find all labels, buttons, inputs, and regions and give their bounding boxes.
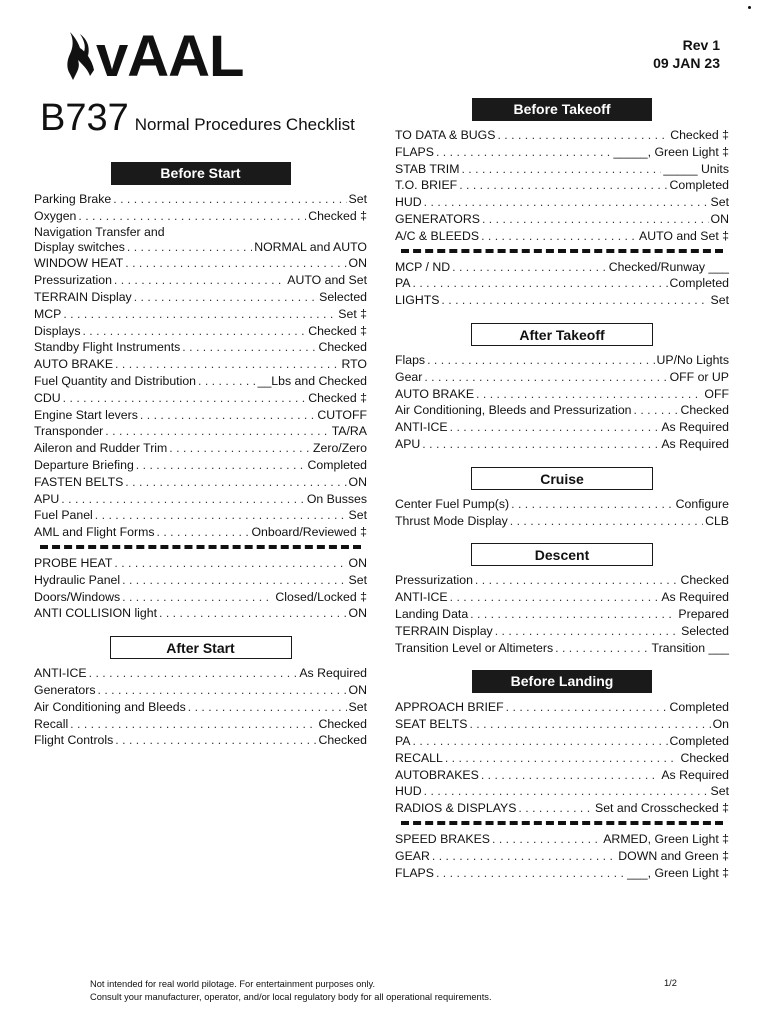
checklist-item-value: Set ‡ — [338, 306, 367, 321]
checklist-item-value: Completed — [669, 700, 729, 715]
dashed-divider — [401, 249, 723, 253]
checklist-item — [395, 194, 729, 211]
checklist-item-value: Checked ‡ — [670, 128, 729, 142]
checklist-item-value: Onboard/Reviewed ‡ — [251, 525, 367, 540]
checklist-item-label: TERRAIN Display — [34, 289, 132, 304]
dot-leader — [63, 306, 336, 323]
dot-leader — [413, 275, 668, 292]
checklist-item — [34, 339, 367, 356]
checklist-item-label: RADIOS & DISPLAYS — [395, 801, 517, 816]
checklist-item-value: Set — [710, 195, 729, 210]
eagle-logo-icon — [64, 30, 98, 82]
dot-leader — [61, 491, 305, 508]
checklist-item-value: Set and Crosschecked ‡ — [595, 801, 729, 816]
checklist-item-value: As Required — [299, 666, 367, 681]
section-after-start — [34, 636, 367, 749]
checklist-item-label: ANTI COLLISION light — [34, 606, 158, 621]
checklist-item — [395, 831, 729, 848]
dot-leader — [125, 474, 346, 491]
checklist-item — [34, 555, 367, 572]
dot-leader — [469, 716, 710, 733]
checklist-item — [34, 716, 367, 733]
checklist-item — [395, 496, 729, 513]
section-header: Before Start — [111, 162, 291, 185]
revision-date: 09 JAN 23 — [653, 55, 720, 71]
dot-leader — [555, 640, 649, 657]
checklist-item — [34, 524, 367, 541]
checklist-item-label: Standby Flight Instruments — [34, 340, 181, 355]
dot-leader — [470, 606, 676, 623]
section-header: Before Landing — [472, 670, 652, 693]
checklist-item-label: AUTOBRAKES — [395, 767, 479, 782]
section-header: After Takeoff — [471, 323, 653, 346]
dot-leader — [413, 733, 668, 750]
checklist-item-label: Landing Data — [395, 606, 469, 621]
checklist-item — [34, 732, 367, 749]
checklist-item-value: ARMED, Green Light ‡ — [603, 831, 729, 846]
checklist-item — [395, 733, 729, 750]
checklist-item-label: FASTEN BELTS — [34, 474, 124, 489]
checklist-item-value: As Required — [661, 436, 729, 451]
logo-text: vAAL — [96, 24, 244, 89]
checklist-item-value: ON — [348, 474, 367, 489]
checklist-item-label: CDU — [34, 390, 61, 405]
checklist-item-value: Checked/Runway ___ — [608, 259, 729, 274]
checklist-item — [395, 275, 729, 292]
checklist-item-value: Set — [348, 508, 367, 523]
checklist-item-label: WINDOW HEAT — [34, 256, 124, 271]
checklist-item — [395, 144, 729, 161]
checklist-item-label: Fuel Quantity and Distribution — [34, 373, 196, 388]
checklist-item — [34, 289, 367, 306]
checklist-item-label: RECALL — [395, 750, 443, 765]
dot-leader — [452, 259, 607, 276]
dot-leader — [450, 589, 660, 606]
dot-leader — [459, 177, 667, 194]
checklist-item — [34, 272, 367, 289]
checklist-item-value: Closed/Locked ‡ — [275, 589, 367, 604]
dot-leader — [89, 665, 298, 682]
dashed-divider — [401, 821, 723, 825]
checklist-item-label: Departure Briefing — [34, 457, 134, 472]
checklist-item-label: AUTO BRAKE — [395, 386, 475, 401]
section-header: Before Takeoff — [472, 98, 652, 121]
checklist-item-value: TA/RA — [331, 424, 367, 439]
dot-leader — [136, 457, 306, 474]
checklist-item — [395, 386, 729, 403]
checklist-item-value: AUTO and Set ‡ — [639, 228, 729, 243]
dot-leader — [436, 144, 611, 161]
checklist-item-label: Display switches — [34, 239, 125, 254]
section-header: Cruise — [471, 467, 653, 490]
checklist-item-value: UP/No Lights — [656, 352, 729, 367]
dot-leader — [169, 440, 311, 457]
section-after-takeoff — [395, 323, 729, 453]
checklist-item-value: ON — [710, 211, 729, 226]
checklist-item-label: FLAPS — [395, 865, 434, 880]
checklist-item-label: TERRAIN Display — [395, 623, 493, 638]
checklist-item-label: T.O. BRIEF — [395, 178, 458, 193]
checklist-item — [34, 682, 367, 699]
dot-leader — [497, 127, 668, 144]
checklist-item — [34, 373, 367, 390]
checklist-item-value: ON — [348, 606, 367, 621]
checklist-item-label: PA — [395, 733, 411, 748]
checklist-item-value: Prepared — [678, 606, 729, 621]
checklist-item-label: Engine Start levers — [34, 407, 138, 422]
checklist-item-value: Set — [710, 784, 729, 799]
dot-leader — [114, 272, 285, 289]
checklist-item-value: Selected — [681, 623, 729, 638]
checklist-item-label: STAB TRIM — [395, 161, 460, 176]
dot-leader — [436, 865, 625, 882]
checklist-item-value: Transition ___ — [651, 640, 729, 655]
checklist-item — [34, 457, 367, 474]
checklist-item-label: Pressurization — [34, 273, 112, 288]
dot-leader — [134, 289, 317, 306]
section-header: After Start — [110, 636, 292, 659]
checklist-item-label: A/C & BLEEDS — [395, 228, 480, 243]
checklist-item-value: Checked — [318, 716, 367, 731]
dot-leader — [70, 716, 316, 733]
dot-leader — [481, 228, 637, 245]
checklist-item — [395, 640, 729, 657]
checklist-item-value: On Busses — [306, 491, 367, 506]
dot-leader — [182, 339, 316, 356]
checklist-item-value: Completed — [669, 178, 729, 193]
checklist-item — [34, 507, 367, 524]
dot-leader — [424, 194, 709, 211]
checklist-item-label: HUD — [395, 195, 422, 210]
dot-leader — [198, 373, 256, 390]
checklist-item — [34, 605, 367, 622]
checklist-item — [395, 436, 729, 453]
checklist-item — [395, 783, 729, 800]
checklist-item — [34, 208, 367, 225]
dot-leader — [482, 211, 709, 228]
logo — [64, 24, 244, 89]
checklist-item-value: _____ Units — [663, 161, 729, 176]
dot-leader — [510, 513, 703, 530]
checklist-item — [395, 699, 729, 716]
checklist-item — [34, 699, 367, 716]
dot-leader — [424, 783, 709, 800]
checklist-item — [34, 390, 367, 407]
checklist-item-label: Parking Brake — [34, 192, 112, 206]
checklist-item-label: Doors/Windows — [34, 589, 121, 604]
checklist-item — [395, 606, 729, 623]
checklist-item — [395, 419, 729, 436]
dot-leader — [422, 436, 659, 453]
checklist-item-value: NORMAL and AUTO — [254, 239, 367, 254]
checklist-item-label: Flight Controls — [34, 733, 114, 748]
checklist-item — [34, 356, 367, 373]
checklist-item-label: Gear — [395, 369, 423, 384]
checklist-item — [34, 323, 367, 340]
right-column — [395, 98, 729, 895]
section-cruise — [395, 467, 729, 530]
checklist-item-label: Generators — [34, 682, 96, 697]
checklist-item-label: Oxygen — [34, 208, 77, 223]
checklist-item-label: Center Fuel Pump(s) — [395, 496, 510, 511]
aircraft-model: B737 — [40, 97, 129, 139]
dot-leader — [445, 750, 679, 767]
checklist-item-label: Air Conditioning, Bleeds and Pressurization — [395, 403, 632, 418]
checklist-item — [34, 491, 367, 508]
checklist-item-value: On — [712, 717, 729, 732]
checklist-item-label: Navigation Transfer and — [34, 224, 165, 239]
checklist-item-value: __Lbs and Checked — [257, 373, 367, 388]
dot-leader — [475, 572, 679, 589]
checklist-item-value: RTO — [341, 357, 367, 372]
checklist-item — [34, 239, 367, 256]
dot-leader — [140, 407, 315, 424]
checklist-item-value: Checked — [680, 573, 729, 588]
checklist-item-label: Pressurization — [395, 573, 473, 588]
page-number: 1/2 — [664, 978, 677, 988]
dot-leader — [127, 239, 252, 256]
checklist-item — [34, 306, 367, 323]
checklist-item — [395, 161, 729, 178]
checklist-item — [395, 369, 729, 386]
dot-leader — [105, 423, 329, 440]
checklist-item-value: Set — [710, 293, 729, 308]
checklist-item — [395, 292, 729, 309]
checklist-item-value: Completed — [669, 733, 729, 748]
checklist-item-label: APPROACH BRIEF — [395, 700, 504, 715]
dot-leader — [461, 161, 661, 178]
left-column — [34, 162, 367, 763]
dot-leader — [634, 402, 679, 419]
checklist-item-value: Completed — [669, 276, 729, 291]
checklist-item — [395, 623, 729, 640]
checklist-item-value: Configure — [675, 496, 729, 511]
checklist-item-label: SEAT BELTS — [395, 717, 468, 732]
dot-leader — [157, 524, 250, 541]
checklist-item — [395, 848, 729, 865]
checklist-item — [34, 474, 367, 491]
revision-label: Rev 1 — [682, 37, 720, 53]
disclaimer-line-2: Consult your manufacturer, operator, and/or local regulatory body for all operational requirements. — [90, 992, 492, 1002]
checklist-item-label: PROBE HEAT — [34, 555, 113, 570]
dot-leader — [114, 555, 346, 572]
checklist-item — [395, 589, 729, 606]
disclaimer-line-1: Not intended for real world pilotage. For entertainment purposes only. — [90, 979, 376, 989]
checklist-item-label: HUD — [395, 784, 422, 799]
checklist-item-value: DOWN and Green ‡ — [618, 848, 729, 863]
dot-leader — [506, 699, 668, 716]
checklist-item-label: MCP / ND — [395, 259, 451, 274]
checklist-item — [34, 572, 367, 589]
dot-leader — [481, 767, 660, 784]
checklist-item-value: ON — [348, 256, 367, 271]
checklist-item-label: ANTI-ICE — [34, 666, 87, 681]
dot-leader — [450, 419, 660, 436]
checklist-item-label: APU — [34, 491, 60, 506]
checklist-item-label: ANTI-ICE — [395, 590, 448, 605]
checklist-item-label: Displays — [34, 323, 81, 338]
checklist-item-label: PA — [395, 276, 411, 291]
dot-leader — [113, 191, 346, 208]
checklist-item — [395, 800, 729, 817]
checklist-item — [395, 750, 729, 767]
checklist-item-label: Transponder — [34, 424, 104, 439]
checklist-item-label: FLAPS — [395, 144, 434, 159]
checklist-item — [395, 402, 729, 419]
disclaimer — [90, 978, 492, 1004]
corner-mark — [748, 6, 751, 9]
checklist-item — [395, 259, 729, 276]
dot-leader — [518, 800, 593, 817]
checklist-item — [34, 665, 367, 682]
checklist-item-label: Air Conditioning and Bleeds — [34, 699, 186, 714]
checklist-item-value: Checked ‡ — [308, 390, 367, 405]
checklist-item-value: CLB — [705, 513, 729, 528]
checklist-item-label: ANTI-ICE — [395, 420, 448, 435]
checklist-item-value: Checked ‡ — [308, 323, 367, 338]
page-title — [40, 98, 355, 138]
checklist-item-value: ON — [348, 555, 367, 570]
dot-leader — [424, 369, 667, 386]
checklist-item-value: As Required — [661, 767, 729, 782]
checklist-item-label: Transition Level or Altimeters — [395, 640, 554, 655]
dot-leader — [188, 699, 347, 716]
dot-leader — [78, 208, 306, 225]
checklist-item-label: AML and Flight Forms — [34, 525, 155, 540]
checklist-item — [395, 767, 729, 784]
checklist-item-label: AUTO BRAKE — [34, 357, 114, 372]
checklist-item — [34, 589, 367, 606]
section-descent — [395, 543, 729, 656]
dot-leader — [125, 255, 346, 272]
checklist-item-value: ___, Green Light ‡ — [627, 865, 729, 880]
checklist-item-value: Set — [348, 192, 367, 206]
checklist-item-value: Selected — [319, 289, 367, 304]
checklist-item-value: Zero/Zero — [313, 441, 367, 456]
checklist-item-value: Checked — [318, 733, 367, 748]
checklist-item-label: Aileron and Rudder Trim — [34, 441, 168, 456]
checklist-item-label: SPEED BRAKES — [395, 831, 490, 846]
dot-leader — [427, 352, 654, 369]
dot-leader — [95, 507, 347, 524]
dot-leader — [98, 682, 347, 699]
checklist-item-value: As Required — [661, 420, 729, 435]
dot-leader — [63, 390, 307, 407]
checklist-item-label: LIGHTS — [395, 293, 440, 308]
checklist-item-value: ON — [348, 682, 367, 697]
checklist-item-value: Completed — [307, 457, 367, 472]
checklist-item-value: OFF — [704, 386, 729, 401]
checklist-item-label: Recall — [34, 716, 69, 731]
dot-leader — [441, 292, 708, 309]
checklist-item-value: CUTOFF — [317, 407, 367, 422]
checklist-title: Normal Procedures Checklist — [134, 115, 355, 134]
checklist-item-value: Checked — [318, 340, 367, 355]
section-before-landing — [395, 670, 729, 881]
dashed-divider — [40, 545, 361, 549]
checklist-item-label: Flaps — [395, 352, 426, 367]
dot-leader — [122, 572, 346, 589]
checklist-item-label: Fuel Panel — [34, 508, 93, 523]
dot-leader — [82, 323, 306, 340]
checklist-item — [34, 407, 367, 424]
checklist-item-value: AUTO and Set — [287, 273, 367, 288]
dot-leader — [115, 732, 316, 749]
checklist-item — [34, 255, 367, 272]
checklist-item — [395, 716, 729, 733]
checklist-item-value: Set — [348, 699, 367, 714]
dot-leader — [159, 605, 347, 622]
section-before-start — [34, 162, 367, 622]
checklist-item — [34, 191, 367, 208]
dot-leader — [495, 623, 679, 640]
checklist-item — [395, 572, 729, 589]
checklist-item — [395, 127, 729, 144]
checklist-item-value: Checked — [680, 403, 729, 418]
checklist-item-label: APU — [395, 436, 421, 451]
checklist-item-label: Hydraulic Panel — [34, 572, 121, 587]
checklist-item — [34, 423, 367, 440]
checklist-item-label: MCP — [34, 306, 62, 321]
checklist-item-value: Checked ‡ — [308, 208, 367, 223]
dot-leader — [476, 386, 702, 403]
checklist-item-value: Checked — [680, 750, 729, 765]
checklist-item-value: OFF or UP — [669, 369, 729, 384]
dot-leader — [492, 831, 601, 848]
checklist-item-value: Set — [348, 572, 367, 587]
checklist-item-label: GENERATORS — [395, 211, 480, 226]
checklist-item-value: As Required — [661, 590, 729, 605]
dot-leader — [432, 848, 616, 865]
checklist-item-label: Thrust Mode Display — [395, 513, 508, 528]
dot-leader — [115, 356, 339, 373]
dot-leader — [122, 589, 273, 606]
checklist-item-value: _____, Green Light ‡ — [613, 144, 729, 159]
checklist-item-label: TO DATA & BUGS — [395, 128, 496, 142]
checklist-item — [395, 211, 729, 228]
section-header: Descent — [471, 543, 653, 566]
checklist-item — [395, 513, 729, 530]
section-before-takeoff — [395, 98, 729, 309]
dot-leader — [511, 496, 674, 513]
checklist-item — [395, 352, 729, 369]
checklist-item-label: GEAR — [395, 848, 430, 863]
checklist-item — [395, 865, 729, 882]
checklist-item — [395, 228, 729, 245]
revision-block — [653, 36, 720, 72]
checklist-item — [34, 440, 367, 457]
checklist-item — [395, 177, 729, 194]
